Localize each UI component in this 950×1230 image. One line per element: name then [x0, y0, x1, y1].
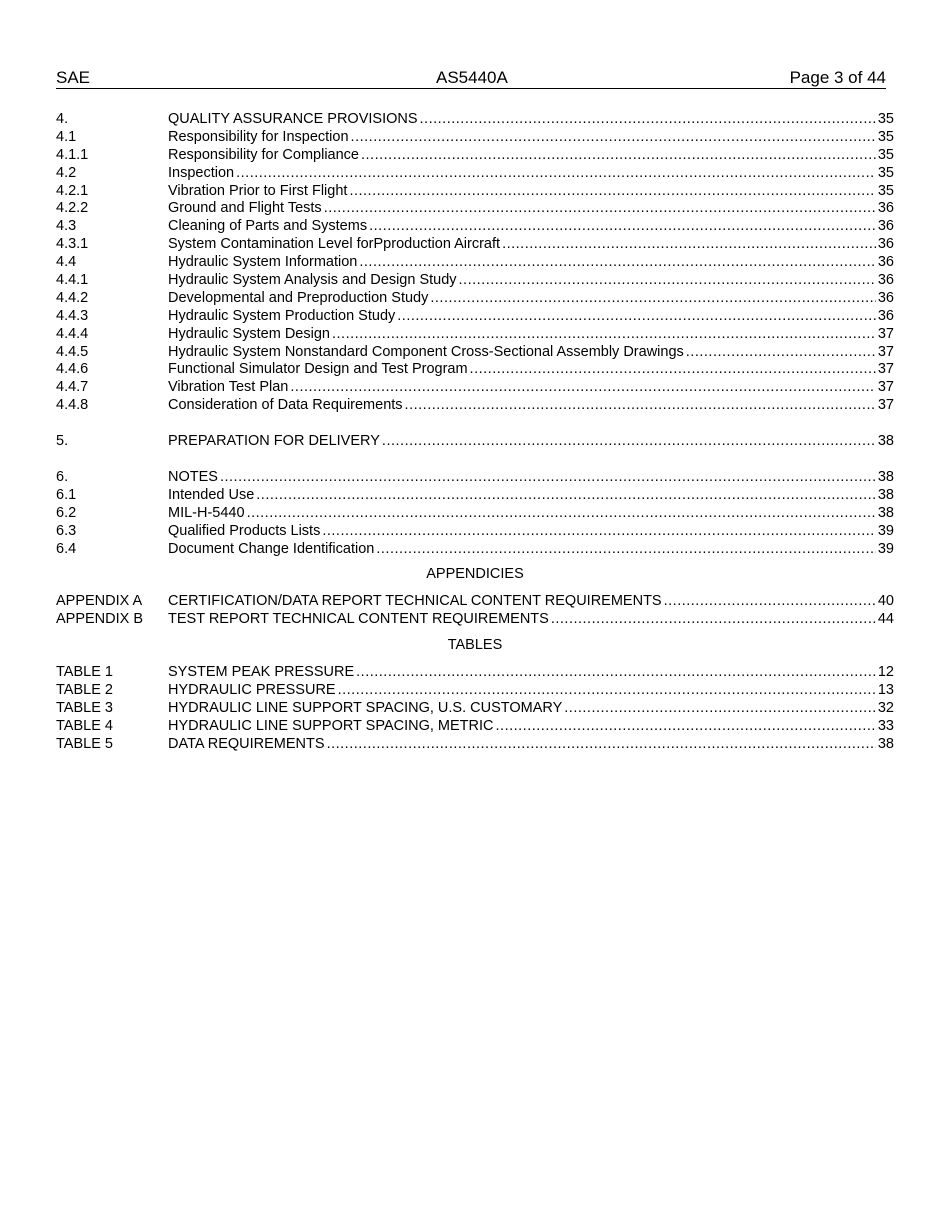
toc-entry-title: CERTIFICATION/DATA REPORT TECHNICAL CONTENT REQUIREMENTS	[168, 593, 662, 610]
toc-entry-number: TABLE 1	[56, 664, 113, 681]
toc-entry-number: TABLE 2	[56, 682, 113, 699]
toc-entry[interactable]	[56, 218, 894, 236]
toc-entry-title: TEST REPORT TECHNICAL CONTENT REQUIREMENTS	[168, 611, 549, 628]
toc-spacer	[56, 415, 894, 433]
toc-entry-title: Ground and Flight Tests	[168, 200, 322, 217]
toc-entry-title: Functional Simulator Design and Test Program	[168, 361, 468, 378]
toc-entry-title: Qualified Products Lists	[168, 522, 321, 539]
toc-entry-page: 37	[877, 343, 894, 360]
toc-entry-page: 36	[877, 254, 894, 271]
toc-dot-leader	[324, 200, 876, 218]
toc-entry-number: APPENDIX B	[56, 611, 144, 628]
toc-dot-leader	[686, 344, 876, 362]
toc-entry-number: 4.2.2	[56, 200, 89, 217]
toc-entry[interactable]	[56, 200, 894, 218]
toc-entry[interactable]	[56, 718, 894, 736]
toc-entry-number: 4.2	[56, 164, 77, 181]
toc-entry-title: Hydraulic System Nonstandard Component Cross-Sectional Assembly Drawings	[168, 343, 684, 360]
toc-entry-page: 37	[877, 397, 894, 414]
toc-dot-leader	[369, 218, 876, 236]
toc-dot-leader	[470, 361, 876, 379]
toc-entry-number: 6.2	[56, 504, 77, 521]
toc-entry-page: 38	[877, 486, 894, 503]
toc-dot-leader	[405, 397, 876, 415]
toc-entry[interactable]	[56, 505, 894, 523]
toc-entry[interactable]	[56, 700, 894, 718]
toc-entry-title: Vibration Prior to First Flight	[168, 182, 348, 199]
toc-spacer	[56, 451, 894, 469]
toc-entry-title: HYDRAULIC PRESSURE	[168, 682, 336, 699]
toc-entry-number: 4.4.1	[56, 272, 89, 288]
toc-entry-page: 38	[877, 735, 894, 752]
toc-entry-page: 35	[877, 146, 894, 163]
toc-entry-page: 36	[877, 289, 894, 306]
toc-entry[interactable]	[56, 397, 894, 415]
toc-entry-number: 6.3	[56, 522, 77, 539]
toc-dot-leader	[322, 523, 876, 541]
toc-entry-title: Responsibility for Inspection	[168, 128, 349, 145]
toc-entry[interactable]	[56, 487, 894, 505]
toc-group-appendices	[56, 593, 894, 629]
toc-entry-number: APPENDIX A	[56, 593, 143, 610]
toc-entry-title: Cleaning of Parts and Systems	[168, 218, 368, 235]
toc-entry-title: MIL-H-5440	[168, 504, 245, 521]
toc-entry[interactable]	[56, 433, 894, 451]
toc-entry[interactable]	[56, 308, 894, 326]
toc-dot-leader	[236, 165, 876, 183]
toc-entry-page: 36	[877, 200, 894, 217]
toc-entry-page: 33	[877, 717, 894, 734]
toc-entry[interactable]	[56, 183, 894, 201]
toc-entry-number: 4.1	[56, 128, 77, 145]
toc-entry[interactable]	[56, 736, 894, 754]
toc-group-tables	[56, 664, 894, 753]
toc-entry-number: TABLE 5	[56, 735, 113, 752]
toc-entry-page: 38	[877, 504, 894, 521]
toc-entry-page: 35	[877, 164, 894, 181]
toc-entry-number: 4.4.4	[56, 325, 89, 342]
toc-entry[interactable]	[56, 523, 894, 541]
toc-entry-title: System Contamination Level forPproduction Aircraft	[168, 236, 501, 253]
toc-dot-leader	[327, 736, 876, 754]
toc-dot-leader	[382, 433, 876, 451]
toc-dot-leader	[361, 147, 876, 165]
toc-entry-number: 4.4.7	[56, 379, 89, 396]
toc-dot-leader	[351, 129, 876, 147]
toc-entry-number: 4.4.8	[56, 397, 89, 414]
toc-entry[interactable]	[56, 593, 894, 611]
header-publisher: SAE	[56, 68, 91, 87]
toc-entry[interactable]	[56, 361, 894, 379]
toc-entry-number: TABLE 4	[56, 717, 113, 734]
toc-entry-page: 38	[877, 469, 894, 486]
toc-entry-title: Developmental and Preproduction Study	[168, 289, 429, 306]
toc-entry-page: 40	[877, 593, 894, 610]
toc-entry-title: Document Change Identification	[168, 540, 375, 557]
toc-entry[interactable]	[56, 344, 894, 362]
toc-entry[interactable]	[56, 165, 894, 183]
toc-entry-title: Hydraulic System Design	[168, 325, 330, 342]
toc-entry[interactable]	[56, 272, 894, 290]
toc-entry[interactable]	[56, 541, 894, 559]
toc-entry-number: 4.4.5	[56, 343, 89, 360]
toc-entry-title: DATA REQUIREMENTS	[168, 735, 325, 752]
toc-entry[interactable]	[56, 254, 894, 272]
toc-entry-page: 32	[877, 700, 894, 717]
toc-entry[interactable]	[56, 147, 894, 165]
toc-entry-page: 44	[877, 611, 894, 628]
toc-entry-number: 5.	[56, 433, 69, 450]
toc-entry-title: Hydraulic System Production Study	[168, 307, 396, 324]
toc-entry-title: Vibration Test Plan	[168, 379, 289, 396]
toc-entry-title: NOTES	[168, 469, 218, 486]
toc-entry-page: 37	[877, 361, 894, 378]
toc-entry[interactable]	[56, 379, 894, 397]
toc-dot-leader	[356, 664, 876, 682]
toc-entry-number: TABLE 3	[56, 700, 113, 717]
toc-entry-number: 4.4.2	[56, 289, 89, 306]
toc-entry-number: 4.1.1	[56, 146, 89, 163]
toc-entry-page: 38	[877, 433, 894, 450]
toc-group-quality-assurance	[56, 111, 894, 415]
toc-entry[interactable]	[56, 236, 894, 254]
toc-entry-title: Hydraulic System Analysis and Design Study	[168, 272, 457, 288]
toc-group-notes	[56, 469, 894, 558]
toc-entry-title: Intended Use	[168, 486, 255, 503]
toc-dot-leader	[247, 505, 876, 523]
toc-entry-number: 4.	[56, 110, 69, 127]
toc-dot-leader	[359, 254, 875, 272]
toc-entry[interactable]	[56, 664, 894, 682]
toc-entry[interactable]	[56, 682, 894, 700]
toc-dot-leader	[502, 236, 876, 254]
toc-entry-title: Hydraulic System Information	[168, 254, 358, 271]
page-header	[56, 68, 886, 89]
toc-entry[interactable]	[56, 290, 894, 308]
toc-entry-title: QUALITY ASSURANCE PROVISIONS	[168, 110, 418, 127]
toc-entry[interactable]	[56, 326, 894, 344]
toc-entry-number: 6.4	[56, 540, 77, 557]
toc-entry-title: Responsibility for Compliance	[168, 146, 359, 163]
toc-dot-leader	[459, 272, 876, 290]
toc-entry-title: HYDRAULIC LINE SUPPORT SPACING, METRIC	[168, 717, 494, 734]
toc-entry-number: 6.1	[56, 486, 77, 503]
toc-entry[interactable]	[56, 111, 894, 129]
toc-entry-page: 12	[877, 664, 894, 681]
toc-entry-page: 35	[877, 110, 894, 127]
toc-dot-leader	[220, 469, 876, 487]
header-page-number: Page 3 of 44	[789, 68, 886, 87]
toc-entry-page: 36	[877, 307, 894, 324]
toc-entry-number: 4.2.1	[56, 182, 89, 199]
toc-entry[interactable]	[56, 611, 894, 629]
toc-entry-number: 4.3.1	[56, 236, 89, 253]
toc-entry-page: 36	[877, 218, 894, 235]
toc-entry-page: 36	[877, 272, 894, 288]
toc-entry-page: 36	[877, 236, 894, 253]
toc-entry-page: 37	[877, 379, 894, 396]
toc-dot-leader	[349, 183, 875, 201]
toc-entry-page: 35	[877, 128, 894, 145]
toc-dot-leader	[376, 541, 876, 559]
toc-entry-title: SYSTEM PEAK PRESSURE	[168, 664, 355, 681]
header-document-number: AS5440A	[436, 68, 508, 87]
toc-entry-page: 13	[877, 682, 894, 699]
toc-dot-leader	[664, 593, 876, 611]
toc-entry-number: 6.	[56, 469, 69, 486]
toc-dot-leader	[496, 718, 876, 736]
toc-entry[interactable]	[56, 469, 894, 487]
toc-entry[interactable]	[56, 129, 894, 147]
toc-entry-title: PREPARATION FOR DELIVERY	[168, 433, 380, 450]
toc-entry-page: 35	[877, 182, 894, 199]
toc-dot-leader	[332, 326, 876, 344]
toc-entry-number: 4.4.3	[56, 307, 89, 324]
toc-dot-leader	[551, 611, 876, 629]
toc-dot-leader	[564, 700, 876, 718]
toc-dot-leader	[397, 308, 876, 326]
toc-dot-leader	[430, 290, 876, 308]
toc-entry-number: 4.4	[56, 254, 77, 271]
toc-entry-title: Inspection	[168, 164, 235, 181]
toc-entry-page: 39	[877, 540, 894, 557]
toc-dot-leader	[420, 111, 876, 129]
tables-heading: TABLES	[447, 637, 503, 654]
toc-entry-title: Consideration of Data Requirements	[168, 397, 403, 414]
appendices-heading: APPENDICIES	[426, 566, 524, 583]
toc-dot-leader	[256, 487, 876, 505]
toc-entry-title: HYDRAULIC LINE SUPPORT SPACING, U.S. CUSTOMARY	[168, 700, 563, 717]
toc-entry-number: 4.4.6	[56, 361, 89, 378]
toc-entry-number: 4.3	[56, 218, 77, 235]
table-of-contents	[56, 111, 894, 754]
toc-dot-leader	[290, 379, 875, 397]
toc-dot-leader	[338, 682, 876, 700]
toc-group-preparation-for-delivery	[56, 433, 894, 451]
toc-entry-page: 39	[877, 522, 894, 539]
toc-entry-page: 37	[877, 325, 894, 342]
